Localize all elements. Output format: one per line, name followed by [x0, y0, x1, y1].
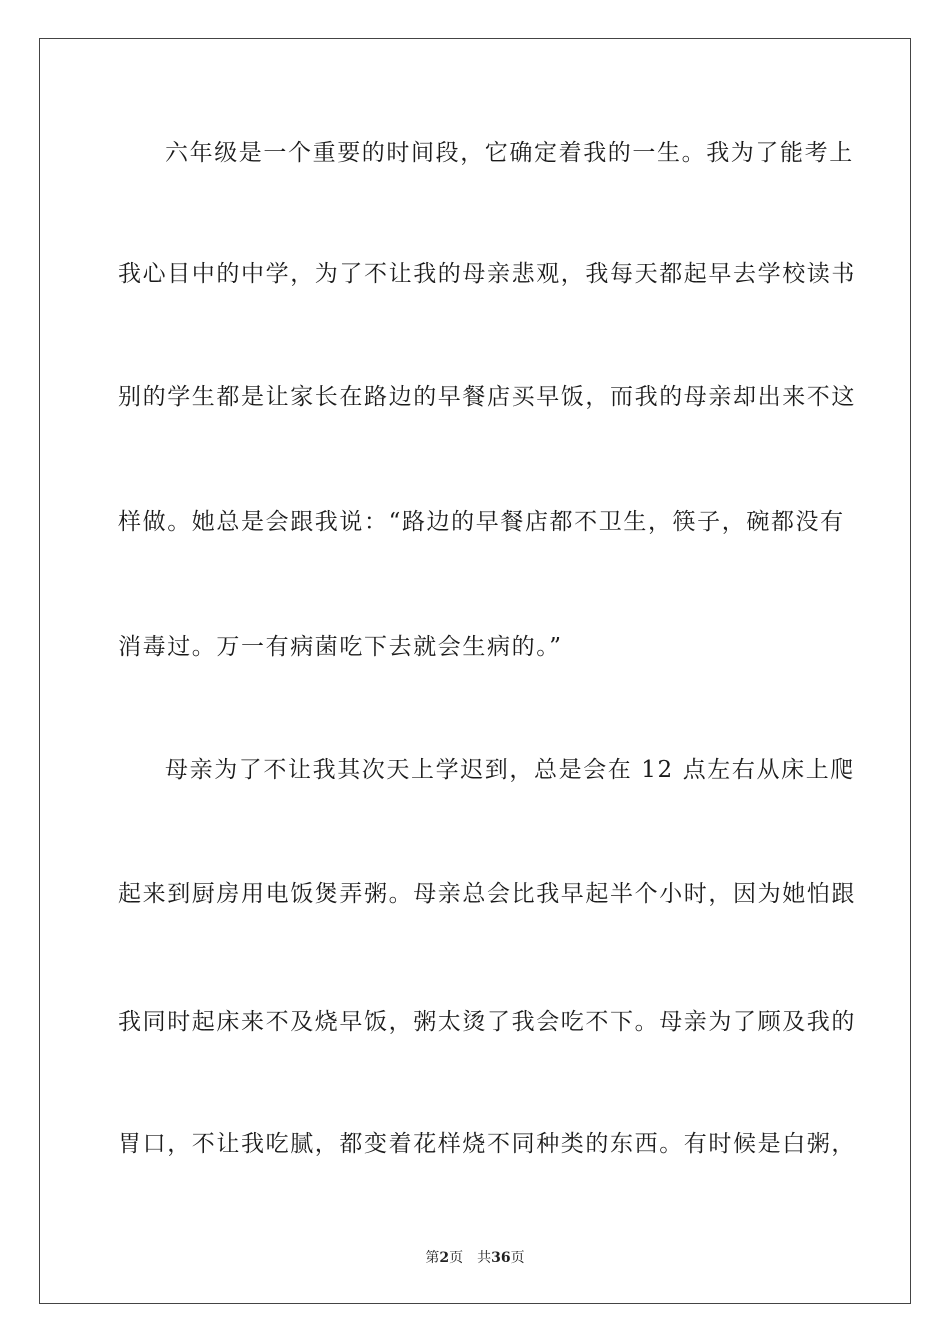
paragraph-2-line-3: 我同时起床来不及烧早饭，粥太烫了我会吃不下。母亲为了顾及我的 [118, 1009, 856, 1035]
page-footer [0, 1247, 950, 1267]
page-suffix: 页 [449, 1250, 464, 1266]
paragraph-1-line-4: 样做。她总是会跟我说：“路边的早餐店都不卫生，筷子，碗都没有 [118, 509, 845, 535]
total-prefix: 共 [477, 1250, 492, 1266]
page-prefix: 第 [425, 1250, 440, 1266]
page-number: 2 [439, 1250, 450, 1266]
paragraph-2-line-1: 母亲为了不让我其次天上学迟到，总是会在 12 点左右从床上爬 [165, 757, 855, 783]
paragraph-1-line-3: 别的学生都是让家长在路边的早餐店买早饭，而我的母亲却出来不这 [118, 384, 856, 410]
paragraph-2-line-2: 起来到厨房用电饭煲弄粥。母亲总会比我早起半个小时，因为她怕跟 [118, 881, 856, 907]
page-border [39, 38, 911, 1304]
paragraph-1-line-1: 六年级是一个重要的时间段，它确定着我的一生。我为了能考上 [165, 140, 854, 166]
total-pages: 36 [491, 1250, 511, 1266]
paragraph-2-line-4: 胃口，不让我吃腻，都变着花样烧不同种类的东西。有时候是白粥， [118, 1131, 856, 1157]
total-suffix: 页 [510, 1250, 525, 1266]
paragraph-1-line-2: 我心目中的中学，为了不让我的母亲悲观，我每天都起早去学校读书 [118, 261, 856, 287]
paragraph-1-line-5: 消毒过。万一有病菌吃下去就会生病的。” [118, 634, 563, 660]
